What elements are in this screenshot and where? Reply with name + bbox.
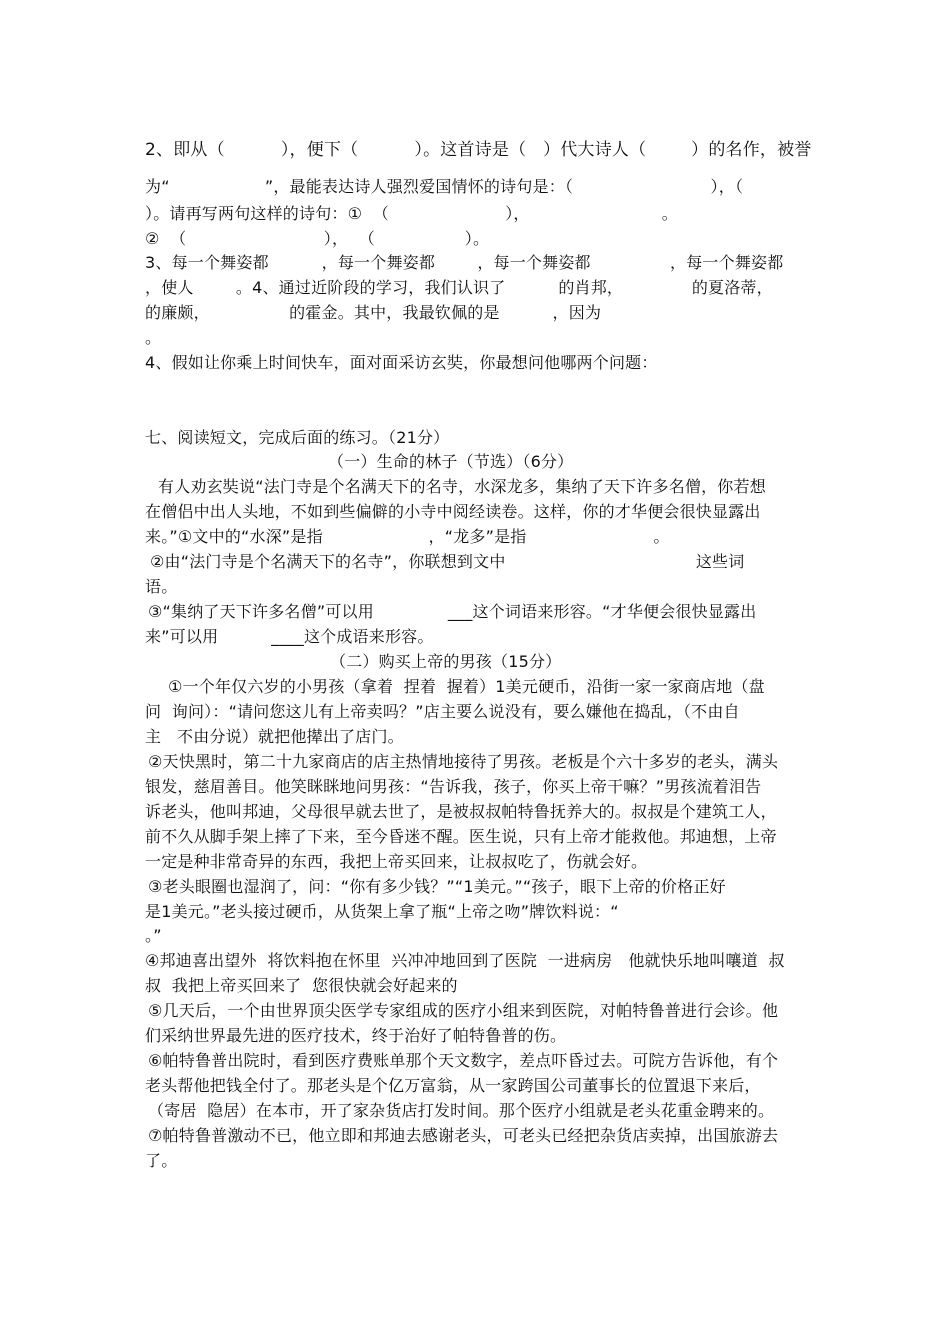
text-line: 是1美元。”老头接过硬币，从货架上拿了瓶“上帝之吻”牌饮料说：“: [145, 902, 619, 921]
text-line: 叔 我把上帝买回来了 您很快就会好起来的: [145, 976, 458, 995]
text-line: 七、阅读短文，完成后面的练习。（21分）: [145, 428, 450, 447]
text-line: 在僧侣中出人头地，不如到些偏僻的小寺中阅经读卷。这样，你的才华便会很快显露出: [145, 502, 761, 521]
text-line: （一）生命的林子（节选）（6分）: [328, 452, 574, 471]
text-line: ② （ ）， （ ）。: [145, 229, 490, 248]
text-line: 来”可以用 ____这个成语来形容。: [145, 627, 434, 646]
text-line: ①一个年仅六岁的小男孩（拿着 捏着 握着）1美元硬币，沿街一家一家商店地（盘: [168, 677, 765, 696]
text-line: 诉老头，他叫邦迪，父母很早就去世了，是被叔叔帕特鲁抚养大的。叔叔是个建筑工人，: [145, 802, 777, 821]
text-line: ⑤几天后，一个由世界顶尖医学专家组成的医疗小组来到医院，对帕特鲁普进行会诊。他: [148, 1001, 779, 1020]
text-line: 前不久从脚手架上摔了下来，至今昏迷不醒。医生说，只有上帝才能救他。邦迪想，上帝: [145, 827, 777, 846]
text-line: 银发，慈眉善目。他笑眯眯地问男孩：“告诉我，孩子，你买上帝干嘛？”男孩流着泪告: [145, 777, 762, 796]
text-line: ③老头眼圈也湿润了，问：“你有多少钱？”“1美元。”“孩子，眼下上帝的价格正好: [148, 877, 726, 896]
text-line: 4、假如让你乘上时间快车，面对面采访玄奘，你最想问他哪两个问题：: [145, 353, 658, 372]
text-line: ②天快黑时，第二十九家商店的店主热情地接待了男孩。老板是个六十多岁的老头，满头: [148, 752, 779, 771]
text-line: 来。”①文中的“水深”是指 ，“龙多”是指 。: [145, 527, 670, 546]
text-line: 。”: [145, 926, 162, 945]
text-line: ⑦帕特鲁普激动不已，他立即和邦迪去感谢老头，可老头已经把杂货店卖掉，出国旅游去: [148, 1126, 779, 1145]
text-line: 的廉颇， 的霍金。其中，我最钦佩的是 ，因为: [145, 303, 602, 322]
text-line: 。: [145, 328, 162, 347]
text-line: ④邦迪喜出望外 将饮料抱在怀里 兴冲冲地回到了医院 一进病房 他就快乐地叫嚷道 叔: [145, 951, 785, 970]
text-line: 有人劝玄奘说“法门寺是个名满天下的名寺，水深龙多，集纳了天下许多名僧，你若想: [158, 477, 766, 496]
text-line: ③“集纳了天下许多名僧”可以用 ___这个词语来形容。“才华便会很快显露出: [148, 602, 757, 621]
text-line: 们采纳世界最先进的医疗技术，终于治好了帕特鲁普的伤。: [145, 1026, 567, 1045]
text-line: 一定是种非常奇异的东西，我把上帝买回来，让叔叔吃了，伤就会好。: [145, 852, 648, 871]
text-line: 2、即从（ ），便下（ ）。这首诗是（ ）代大诗人（ ）的名作，被誉: [145, 140, 812, 160]
text-line: ②由“法门寺是个名满天下的名寺”，你联想到文中 这些词: [150, 552, 745, 571]
text-line: ）。请再写两句这样的诗句：① （ ）， 。: [145, 204, 678, 223]
text-line: （寄居 隐居）在本市，开了家杂货店打发时间。那个医疗小组就是老头花重金聘来的。: [148, 1101, 775, 1120]
text-line: 3、每一个舞姿都 ，每一个舞姿都 ，每一个舞姿都 ，每一个舞姿都: [145, 253, 784, 272]
text-line: （二）购买上帝的男孩（15分）: [330, 652, 562, 671]
text-line: 问 询问）：“请问您这儿有上帝卖吗？”店主要么说没有，要么嫌他在捣乱，（不由自: [145, 702, 740, 721]
text-line: ，使人 。4、通过近阶段的学习，我们认识了 的肖邦， 的夏洛蒂，: [145, 278, 773, 297]
text-line: 老头帮他把钱全付了。那老头是个亿万富翁，从一家跨国公司董事长的位置退下来后，: [145, 1076, 761, 1095]
text-line: ⑥帕特鲁普出院时，看到医疗费账单那个天文数字，差点吓昏过去。可院方告诉他，有个: [148, 1051, 779, 1070]
text-line: 了。: [145, 1151, 178, 1170]
text-line: 为“ ”，最能表达诗人强烈爱国情怀的诗句是：（ ），（: [145, 177, 744, 196]
text-line: 主 不由分说）就把他撵出了店门。: [145, 727, 404, 746]
text-line: 语。: [145, 577, 178, 596]
